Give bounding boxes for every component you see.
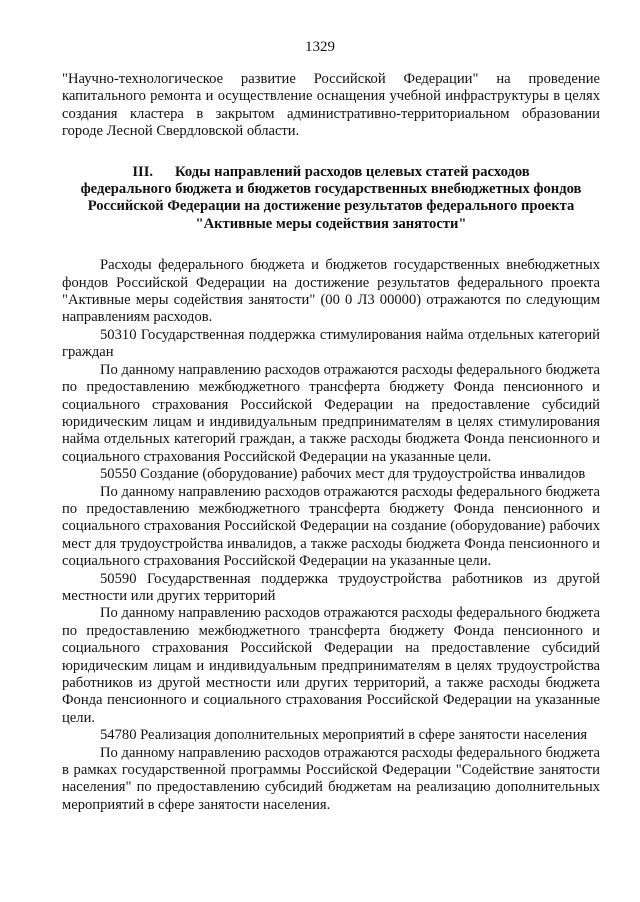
section-title-line-2: федерального бюджета и бюджетов государственных внебюджетных фондов [80,181,582,198]
page-number: 1329 [305,39,335,55]
code-heading-50310: 50310 Государственная поддержка стимулирования найма отдельных категорий граждан [62,326,600,361]
document-body [62,71,600,814]
code-heading-50550: 50550 Создание (оборудование) рабочих мест для трудоустройства инвалидов [100,466,586,483]
code-heading-50590: 50590 Государственная поддержка трудоустройства работников из другой местности или других территорий [62,570,600,604]
section-title-line-1: Коды направлений расходов целевых статей расходов [175,163,530,180]
section-number: III. [132,163,154,180]
paragraph-54780: По данному направлению расходов отражаются расходы федерального бюджета в рамках государственной программы Российской Федерации "Содействие занятости населения" по предоставлению субсидий бюджетам на реализацию дополнительных мероприятий в сфере занятости населения. [62,744,600,813]
paragraph-overview: Расходы федерального бюджета и бюджетов государственных внебюджетных фондов Российской Федерации на достижение результатов федерального проекта "Активные меры содействия занятости" (00 0 Л3 00000) отражаются по следующим направлениям расходов. [62,257,600,326]
section-title-line-4: "Активные меры содействия занятости" [195,215,467,232]
section-title-line-3: Российской Федерации на достижение результатов федерального проекта [87,198,575,215]
intro-paragraph: "Научно-технологическое развитие Российской Федерации" на проведение капитального ремонта и осуществление оснащения учебной инфраструктуры в целях создания кластера в закрытом административно-территориальном образовании городе Лесной Свердловской области. [62,71,600,140]
section-heading-line-1 [62,164,600,181]
section-heading [62,164,600,234]
paragraph-50590: По данному направлению расходов отражаются расходы федерального бюджета по предоставлению межбюджетного трансферта бюджету Фонда пенсионного и социального страхования Российской Федерации на предоставление субсидий юридическим лицам и индивидуальным предпринимателям в целях трудоустройства работников из другой местности или других территорий, а также расходы бюджета Фонда пенсионного и социального страхования Российской Федерации на указанные цели. [62,605,600,726]
paragraph-50310: По данному направлению расходов отражаются расходы федерального бюджета по предоставлению межбюджетного трансферта бюджету Фонда пенсионного и социального страхования Российской Федерации на предоставление субсидий юридическим лицам и индивидуальным предпринимателям в целях стимулирования найма отдельных категорий граждан, а также расходы бюджета Фонда пенсионного и социального страхования Российской Федерации на указанные цели. [62,361,600,465]
paragraph-50550: По данному направлению расходов отражаются расходы федерального бюджета по предоставлению межбюджетного трансферта бюджету Фонда пенсионного и социального страхования Российской Федерации на создание (оборудование) рабочих мест для трудоустройства инвалидов, а также расходы бюджета Фонда пенсионного и социального страхования Российской Федерации на указанные цели. [62,483,600,570]
code-heading-54780: 54780 Реализация дополнительных мероприятий в сфере занятости населения [100,727,588,744]
